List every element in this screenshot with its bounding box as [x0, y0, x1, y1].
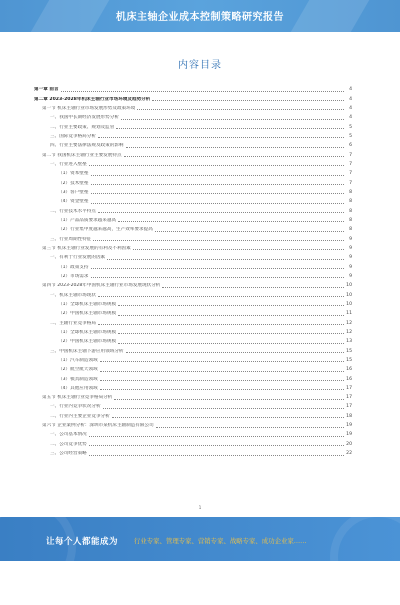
toc-leader-dots	[112, 417, 344, 418]
toc-entry-page: 16	[346, 376, 352, 382]
footer-decoration	[330, 509, 400, 605]
toc-entry-label: 一、有利于行业发展的因素	[50, 255, 106, 261]
toc-leader-dots	[124, 156, 344, 157]
toc-leader-dots	[156, 427, 344, 428]
toc-entry-label: （1）产品品质要求越来越高	[58, 217, 117, 223]
toc-leader-dots	[98, 296, 344, 297]
toc-entry-page: 10	[346, 283, 352, 289]
toc-entry[interactable]	[34, 299, 352, 308]
footer-banner	[0, 517, 400, 565]
toc-leader-dots	[91, 184, 345, 185]
toc-entry-label: 第二章 2023-2028年机床主轴行业市场环境及趋势分析	[34, 96, 151, 102]
footer-decoration	[0, 499, 76, 595]
toc-leader-dots	[89, 436, 344, 437]
toc-entry-label: 一、行业进入壁垒	[50, 161, 87, 167]
toc-entry[interactable]	[34, 280, 352, 289]
toc-leader-dots	[118, 315, 344, 316]
toc-entry[interactable]	[34, 345, 352, 354]
toc-entry-page: 9	[349, 273, 352, 279]
toc-entry-page: 15	[346, 357, 352, 363]
toc-leader-dots	[98, 324, 344, 325]
toc-entry-label: 一、我国中长期经济发展形势分析	[50, 115, 119, 121]
toc-entry-label: 第二节 我国机床主轴行业主要发展特点	[42, 152, 122, 158]
toc-entry-page: 13	[346, 339, 352, 345]
toc-leader-dots	[126, 352, 344, 353]
toc-entry-page: 16	[346, 367, 352, 373]
toc-entry[interactable]	[34, 84, 352, 93]
toc-leader-dots	[91, 268, 345, 269]
toc-leader-dots	[98, 212, 344, 213]
toc-leader-dots	[126, 147, 344, 148]
toc-entry-page: 8	[349, 189, 352, 195]
toc-entry-page: 4	[349, 115, 352, 121]
footer-tagline: 行业专家、管理专家、营销专家、战略专家、成功企业家……	[134, 537, 307, 545]
toc-entry[interactable]	[34, 401, 352, 410]
toc-entry[interactable]	[34, 243, 352, 252]
header-banner	[0, 0, 400, 32]
toc-entry-page: 9	[349, 245, 352, 251]
toc-entry-page: 8	[349, 199, 352, 205]
toc-leader-dots	[152, 100, 344, 101]
toc-entry[interactable]	[34, 429, 352, 438]
toc-entry-page: 8	[349, 208, 352, 214]
toc-leader-dots	[91, 175, 345, 176]
toc-leader-dots	[118, 305, 344, 306]
toc-leader-dots	[100, 380, 344, 381]
toc-leader-dots	[100, 361, 344, 362]
toc-entry[interactable]	[34, 205, 352, 214]
toc-entry-label: 三、公司经营策略	[50, 451, 87, 457]
toc-leader-dots	[118, 343, 344, 344]
toc-heading: 内容目录	[178, 60, 222, 71]
toc-leader-dots	[116, 128, 344, 129]
toc-entry-label: 第六节 企业案例分析：深圳市某机床主轴制造有限公司	[42, 423, 154, 429]
toc-entry-label: （2）技术壁垒	[58, 180, 89, 186]
toc-entry-page: 9	[349, 236, 352, 242]
footer-slogan: 让每个人都能成为	[46, 537, 119, 547]
toc-entry-page: 17	[346, 395, 352, 401]
toc-entry-page: 7	[349, 180, 352, 186]
footer-bar	[0, 561, 400, 565]
toc-entry[interactable]	[34, 308, 352, 317]
toc-entry[interactable]	[34, 196, 352, 205]
toc-entry-page: 12	[346, 329, 352, 335]
toc-entry[interactable]	[34, 233, 352, 242]
toc-entry[interactable]	[34, 112, 352, 121]
toc-entry-label: 第三节 机床主轴行业发展的有利及不利因素	[42, 245, 131, 251]
toc-entry[interactable]	[34, 187, 352, 196]
toc-entry-label: （3）模具制造领域	[58, 376, 98, 382]
toc-entry[interactable]	[34, 261, 352, 270]
toc-entry[interactable]	[34, 224, 352, 233]
page-number: 1	[198, 505, 202, 510]
toc-entry-label: （2）市场需求	[58, 273, 89, 279]
toc-leader-dots	[155, 231, 344, 232]
toc-entry-page: 6	[349, 143, 352, 149]
toc-entry[interactable]	[34, 373, 352, 382]
toc-entry-label: 二、行业主要政策、规划及监管	[50, 124, 115, 130]
toc-entry-label: 一、行业内竞争状况分析	[50, 404, 101, 410]
toc-leader-dots	[89, 455, 344, 456]
toc-entry-label: 三、中国机床主轴下游应用领域分析	[50, 348, 124, 354]
table-of-contents	[34, 84, 352, 457]
toc-leader-dots	[91, 277, 345, 278]
toc-entry[interactable]	[34, 438, 352, 447]
toc-leader-dots	[133, 249, 344, 250]
toc-leader-dots	[89, 165, 344, 166]
toc-entry-label: 第五节 机床主轴行业竞争格局分析	[42, 395, 113, 401]
toc-entry[interactable]	[34, 149, 352, 158]
toc-entry-page: 9	[349, 264, 352, 270]
toc-leader-dots	[114, 399, 344, 400]
toc-entry-page: 10	[346, 301, 352, 307]
toc-entry-label: 二、公司竞争优势	[50, 441, 87, 447]
toc-entry-page: 17	[346, 404, 352, 410]
toc-entry-label: 四、行业主要法律法规及政策的影响	[50, 143, 124, 149]
toc-entry[interactable]	[34, 271, 352, 280]
toc-entry[interactable]	[34, 420, 352, 429]
toc-leader-dots	[93, 240, 344, 241]
toc-entry[interactable]	[34, 177, 352, 186]
toc-entry-label: （4）资金壁垒	[58, 199, 89, 205]
toc-leader-dots	[118, 333, 344, 334]
toc-entry-label: （2）中国机床主轴市场规模	[58, 339, 117, 345]
toc-entry-label: 第四节 2023-2028年中国机床主轴行业市场发展现状分析	[42, 283, 161, 289]
toc-entry[interactable]	[34, 383, 352, 392]
toc-entry[interactable]	[34, 410, 352, 419]
toc-leader-dots	[121, 119, 344, 120]
toc-entry-label: 三、行业周期性特征	[50, 236, 92, 242]
toc-leader-dots	[162, 287, 344, 288]
report-title: 机床主轴企业成本控制策略研究报告	[116, 12, 284, 23]
toc-entry-page: 12	[346, 320, 352, 326]
toc-entry[interactable]	[34, 327, 352, 336]
toc-entry-page: 4	[349, 87, 352, 93]
toc-leader-dots	[91, 203, 345, 204]
toc-entry-label: 二、主轴行业竞争格局	[50, 320, 96, 326]
toc-entry-label: （1）资本壁垒	[58, 171, 89, 177]
toc-leader-dots	[61, 91, 344, 92]
toc-leader-dots	[100, 371, 344, 372]
toc-entry-page: 5	[349, 124, 352, 130]
toc-entry[interactable]	[34, 355, 352, 364]
toc-leader-dots	[103, 408, 344, 409]
toc-entry-page: 4	[349, 96, 352, 102]
toc-leader-dots	[118, 221, 344, 222]
toc-entry-page: 22	[346, 451, 352, 457]
toc-entry-page: 9	[349, 255, 352, 261]
toc-entry[interactable]	[34, 168, 352, 177]
toc-entry[interactable]	[34, 252, 352, 261]
toc-entry-label: 第一节 机床主轴行业市场发展形势及政策环境	[42, 105, 136, 111]
toc-entry-label: （2）中国机床主轴市场规模	[58, 311, 117, 317]
toc-entry-label: 三、国际竞争格局分析	[50, 133, 96, 139]
toc-entry-label: （1）全球机床主轴市场规模	[58, 301, 117, 307]
toc-entry-page: 19	[346, 432, 352, 438]
toc-entry-page: 5	[349, 133, 352, 139]
toc-leader-dots	[89, 445, 344, 446]
toc-entry[interactable]	[34, 336, 352, 345]
toc-entry[interactable]	[34, 131, 352, 140]
toc-leader-dots	[107, 259, 344, 260]
toc-entry-label: （4）其他应用领域	[58, 385, 98, 391]
toc-entry[interactable]	[34, 215, 352, 224]
toc-entry-page: 17	[346, 385, 352, 391]
toc-entry-label: 二、行业技术水平特点	[50, 208, 96, 214]
toc-entry-label: （1）全球机床主轴市场规模	[58, 329, 117, 335]
toc-entry[interactable]	[34, 448, 352, 457]
toc-entry-label: （2）航空航天领域	[58, 367, 98, 373]
toc-entry[interactable]	[34, 364, 352, 373]
toc-leader-dots	[91, 193, 345, 194]
toc-entry-page: 8	[349, 217, 352, 223]
toc-entry[interactable]	[34, 317, 352, 326]
toc-leader-dots	[98, 137, 344, 138]
toc-entry[interactable]	[34, 121, 352, 130]
toc-entry[interactable]	[34, 289, 352, 298]
toc-entry-label: 一、公司基本情况	[50, 432, 87, 438]
toc-entry-page: 11	[346, 311, 352, 317]
toc-entry-page: 8	[349, 227, 352, 233]
toc-entry[interactable]	[34, 392, 352, 401]
toc-entry-page: 10	[346, 292, 352, 298]
toc-entry-page: 20	[346, 441, 352, 447]
toc-entry-page: 7	[349, 171, 352, 177]
toc-entry[interactable]	[34, 93, 352, 102]
toc-entry-label: 一、机床主轴市场现状	[50, 292, 96, 298]
toc-entry[interactable]	[34, 140, 352, 149]
toc-entry[interactable]	[34, 159, 352, 168]
toc-entry-page: 4	[349, 105, 352, 111]
toc-entry-page: 19	[346, 423, 352, 429]
toc-entry-label: （1）政策支持	[58, 264, 89, 270]
toc-entry-label: （1）汽车制造领域	[58, 357, 98, 363]
toc-entry-label: （2）行业集中度越来越高，生产效率要求提高	[58, 227, 153, 233]
toc-entry-page: 7	[349, 161, 352, 167]
toc-leader-dots	[100, 389, 344, 390]
toc-leader-dots	[137, 109, 344, 110]
toc-entry-page: 7	[349, 152, 352, 158]
toc-entry-label: 第一章 前言	[34, 87, 59, 93]
toc-entry-page: 18	[346, 413, 352, 419]
toc-entry-label: （3）客户壁垒	[58, 189, 89, 195]
toc-entry-page: 15	[346, 348, 352, 354]
toc-entry[interactable]	[34, 103, 352, 112]
toc-entry-label: 二、行业内主要企业竞争分析	[50, 413, 110, 419]
